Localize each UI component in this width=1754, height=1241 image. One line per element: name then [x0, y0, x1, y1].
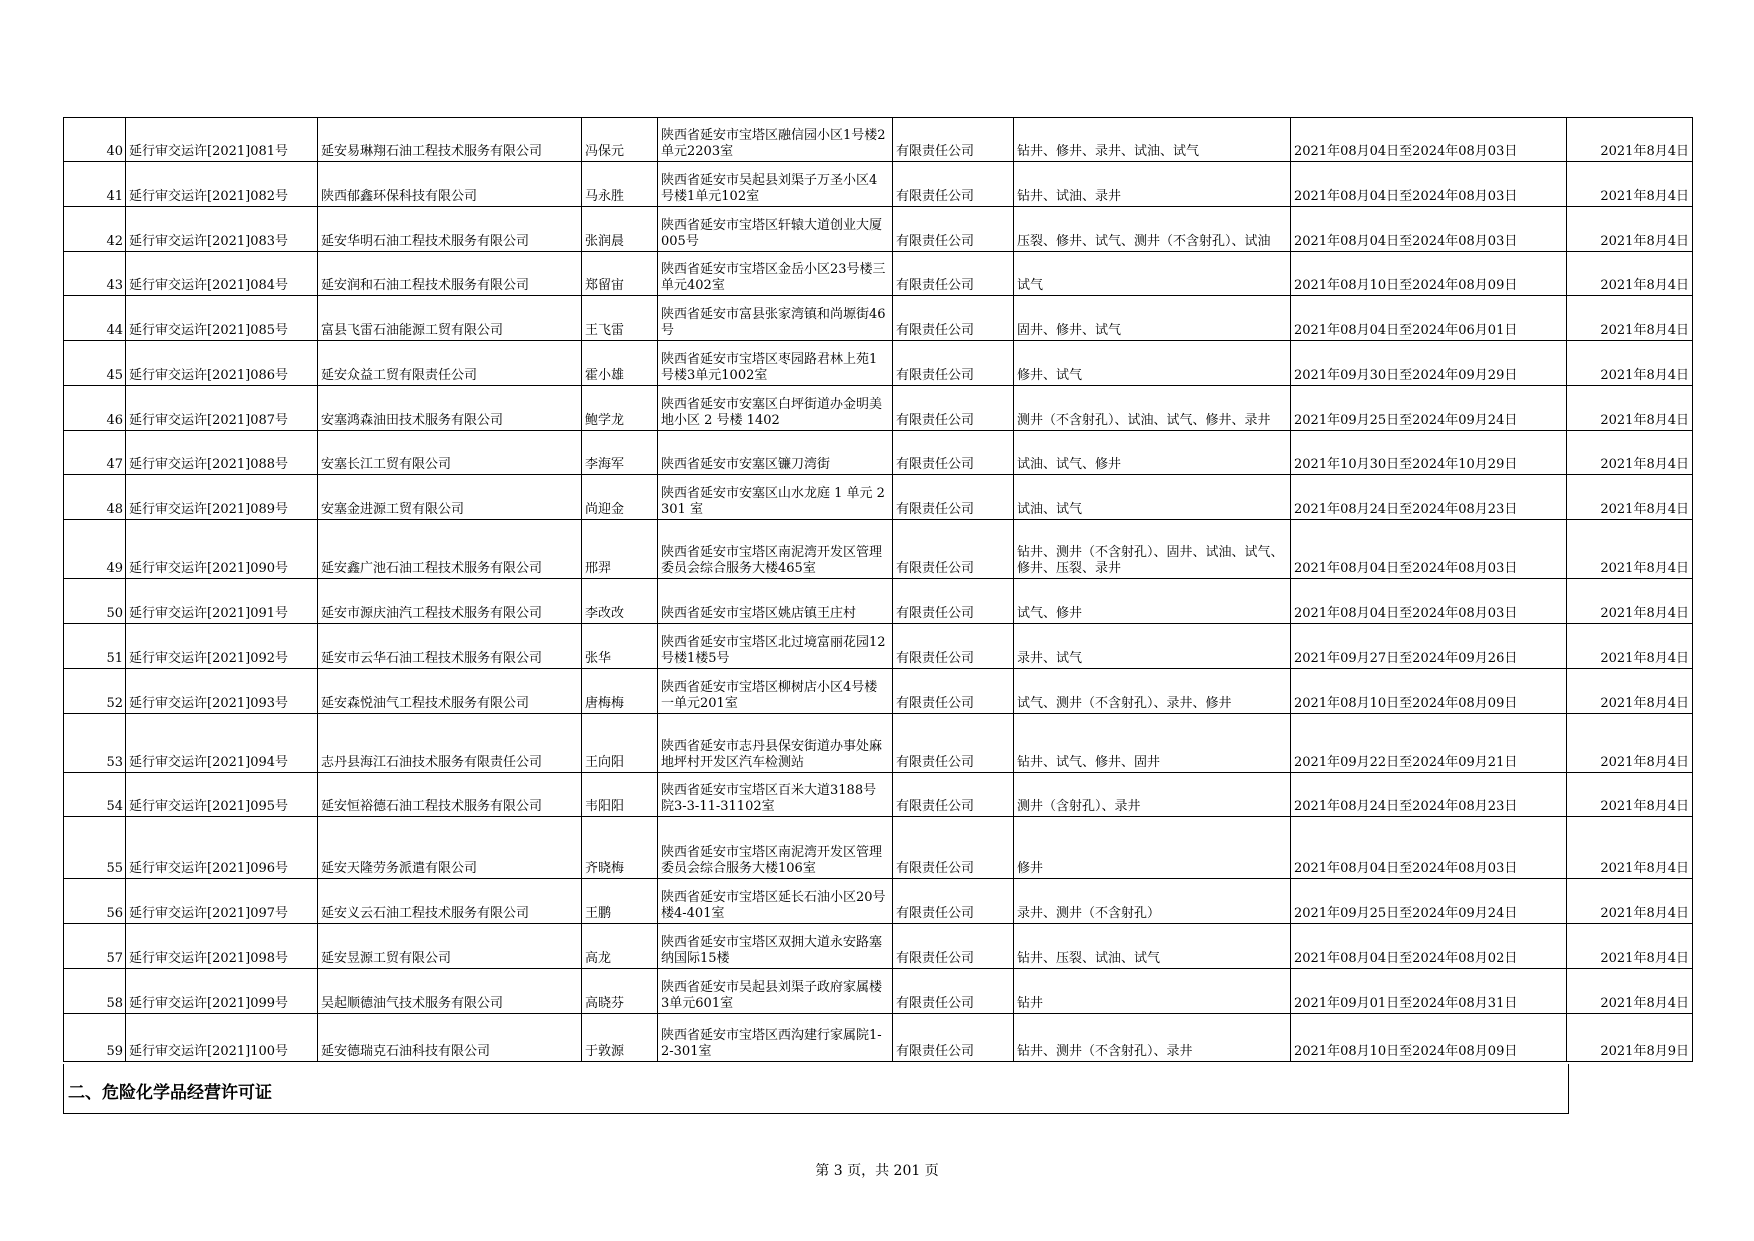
legal-representative-cell: 唐梅梅	[582, 669, 658, 714]
table-row	[64, 520, 1693, 579]
enterprise-type-cell: 有限责任公司	[893, 714, 1014, 773]
row-number-cell: 55	[64, 817, 126, 879]
company-name-cell: 延安天隆劳务派遣有限公司	[318, 817, 582, 879]
business-scope-cell: 钻井、试气、修井、固井	[1014, 714, 1291, 773]
permit-number-cell: 延行审交运许[2021]087号	[126, 386, 318, 431]
table-row	[64, 252, 1693, 296]
legal-representative-cell: 张润晨	[582, 207, 658, 252]
permit-number-cell: 延行审交运许[2021]100号	[126, 1014, 318, 1062]
row-number-cell: 44	[64, 296, 126, 341]
issue-date-cell: 2021年8月4日	[1567, 714, 1693, 773]
issue-date-cell: 2021年8月4日	[1567, 924, 1693, 969]
table-row	[64, 624, 1693, 669]
table-row	[64, 296, 1693, 341]
business-scope-cell: 修井、试气	[1014, 341, 1291, 386]
legal-representative-cell: 鲍学龙	[582, 386, 658, 431]
business-address-cell: 陕西省延安市宝塔区双拥大道永安路塞纳国际15楼	[658, 924, 893, 969]
business-address-cell: 陕西省延安市宝塔区枣园路君林上苑1号楼3单元1002室	[658, 341, 893, 386]
business-scope-cell: 修井	[1014, 817, 1291, 879]
row-number-cell: 49	[64, 520, 126, 579]
business-scope-cell: 钻井、测井（不含射孔）、固井、试油、试气、修井、压裂、录井	[1014, 520, 1291, 579]
permit-number-cell: 延行审交运许[2021]083号	[126, 207, 318, 252]
permit-number-cell: 延行审交运许[2021]092号	[126, 624, 318, 669]
row-number-cell: 51	[64, 624, 126, 669]
business-address-cell: 陕西省延安市宝塔区百米大道3188号院3-3-11-31102室	[658, 773, 893, 817]
business-scope-cell: 试气、修井	[1014, 579, 1291, 624]
enterprise-type-cell: 有限责任公司	[893, 624, 1014, 669]
business-scope-cell: 试油、试气、修井	[1014, 431, 1291, 475]
permit-table	[63, 117, 1693, 1062]
permit-number-cell: 延行审交运许[2021]095号	[126, 773, 318, 817]
table-row	[64, 207, 1693, 252]
enterprise-type-cell: 有限责任公司	[893, 924, 1014, 969]
row-number-cell: 58	[64, 969, 126, 1014]
permit-number-cell: 延行审交运许[2021]096号	[126, 817, 318, 879]
issue-date-cell: 2021年8月4日	[1567, 969, 1693, 1014]
issue-date-cell: 2021年8月4日	[1567, 475, 1693, 520]
company-name-cell: 延安恒裕德石油工程技术服务有限公司	[318, 773, 582, 817]
business-address-cell: 陕西省延安市宝塔区轩辕大道创业大厦005号	[658, 207, 893, 252]
table-row	[64, 669, 1693, 714]
legal-representative-cell: 高龙	[582, 924, 658, 969]
business-address-cell: 陕西省延安市安塞区山水龙庭 1 单元 2301 室	[658, 475, 893, 520]
row-number-cell: 56	[64, 879, 126, 924]
validity-period-cell: 2021年09月25日至2024年09月24日	[1291, 879, 1567, 924]
company-name-cell: 延安森悦油气工程技术服务有限公司	[318, 669, 582, 714]
enterprise-type-cell: 有限责任公司	[893, 579, 1014, 624]
validity-period-cell: 2021年08月04日至2024年06月01日	[1291, 296, 1567, 341]
table-row	[64, 924, 1693, 969]
business-scope-cell: 试气、测井（不含射孔）、录井、修井	[1014, 669, 1291, 714]
legal-representative-cell: 李改改	[582, 579, 658, 624]
issue-date-cell: 2021年8月4日	[1567, 162, 1693, 207]
table-row	[64, 714, 1693, 773]
table-row	[64, 1014, 1693, 1062]
permit-number-cell: 延行审交运许[2021]085号	[126, 296, 318, 341]
enterprise-type-cell: 有限责任公司	[893, 341, 1014, 386]
business-scope-cell: 固井、修井、试气	[1014, 296, 1291, 341]
enterprise-type-cell: 有限责任公司	[893, 669, 1014, 714]
enterprise-type-cell: 有限责任公司	[893, 162, 1014, 207]
legal-representative-cell: 李海军	[582, 431, 658, 475]
business-address-cell: 陕西省延安市宝塔区延长石油小区20号楼4-401室	[658, 879, 893, 924]
company-name-cell: 安塞鸿森油田技术服务有限公司	[318, 386, 582, 431]
table-row	[64, 118, 1693, 162]
permit-number-cell: 延行审交运许[2021]090号	[126, 520, 318, 579]
validity-period-cell: 2021年08月04日至2024年08月03日	[1291, 579, 1567, 624]
company-name-cell: 延安易琳翔石油工程技术服务有限公司	[318, 118, 582, 162]
business-scope-cell: 测井（含射孔）、录井	[1014, 773, 1291, 817]
table-row	[64, 386, 1693, 431]
permit-number-cell: 延行审交运许[2021]089号	[126, 475, 318, 520]
table-row	[64, 475, 1693, 520]
row-number-cell: 41	[64, 162, 126, 207]
business-scope-cell: 钻井、修井、录井、试油、试气	[1014, 118, 1291, 162]
validity-period-cell: 2021年08月04日至2024年08月03日	[1291, 162, 1567, 207]
enterprise-type-cell: 有限责任公司	[893, 1014, 1014, 1062]
validity-period-cell: 2021年09月01日至2024年08月31日	[1291, 969, 1567, 1014]
validity-period-cell: 2021年08月04日至2024年08月03日	[1291, 520, 1567, 579]
enterprise-type-cell: 有限责任公司	[893, 296, 1014, 341]
issue-date-cell: 2021年8月4日	[1567, 669, 1693, 714]
business-address-cell: 陕西省延安市宝塔区南泥湾开发区管理委员会综合服务大楼465室	[658, 520, 893, 579]
business-scope-cell: 录井、测井（不含射孔）	[1014, 879, 1291, 924]
issue-date-cell: 2021年8月4日	[1567, 118, 1693, 162]
legal-representative-cell: 王鹏	[582, 879, 658, 924]
table-row	[64, 162, 1693, 207]
row-number-cell: 54	[64, 773, 126, 817]
row-number-cell: 48	[64, 475, 126, 520]
company-name-cell: 吴起顺德油气技术服务有限公司	[318, 969, 582, 1014]
business-scope-cell: 钻井	[1014, 969, 1291, 1014]
enterprise-type-cell: 有限责任公司	[893, 879, 1014, 924]
enterprise-type-cell: 有限责任公司	[893, 118, 1014, 162]
enterprise-type-cell: 有限责任公司	[893, 969, 1014, 1014]
permit-number-cell: 延行审交运许[2021]097号	[126, 879, 318, 924]
company-name-cell: 延安义云石油工程技术服务有限公司	[318, 879, 582, 924]
section-heading: 二、危险化学品经营许可证	[63, 1064, 1569, 1114]
legal-representative-cell: 王飞雷	[582, 296, 658, 341]
row-number-cell: 45	[64, 341, 126, 386]
business-scope-cell: 试气	[1014, 252, 1291, 296]
row-number-cell: 50	[64, 579, 126, 624]
enterprise-type-cell: 有限责任公司	[893, 252, 1014, 296]
business-scope-cell: 钻井、试油、录井	[1014, 162, 1291, 207]
business-scope-cell: 压裂、修井、试气、测井（不含射孔）、试油	[1014, 207, 1291, 252]
business-address-cell: 陕西省延安市安塞区镰刀湾街	[658, 431, 893, 475]
business-scope-cell: 试油、试气	[1014, 475, 1291, 520]
enterprise-type-cell: 有限责任公司	[893, 817, 1014, 879]
table-row	[64, 879, 1693, 924]
enterprise-type-cell: 有限责任公司	[893, 386, 1014, 431]
row-number-cell: 47	[64, 431, 126, 475]
enterprise-type-cell: 有限责任公司	[893, 520, 1014, 579]
business-address-cell: 陕西省延安市宝塔区姚店镇王庄村	[658, 579, 893, 624]
enterprise-type-cell: 有限责任公司	[893, 475, 1014, 520]
validity-period-cell: 2021年08月10日至2024年08月09日	[1291, 669, 1567, 714]
enterprise-type-cell: 有限责任公司	[893, 431, 1014, 475]
legal-representative-cell: 邢羿	[582, 520, 658, 579]
permit-number-cell: 延行审交运许[2021]082号	[126, 162, 318, 207]
business-address-cell: 陕西省延安市志丹县保安街道办事处麻地坪村开发区汽车检测站	[658, 714, 893, 773]
permit-number-cell: 延行审交运许[2021]094号	[126, 714, 318, 773]
issue-date-cell: 2021年8月4日	[1567, 386, 1693, 431]
validity-period-cell: 2021年09月25日至2024年09月24日	[1291, 386, 1567, 431]
permit-number-cell: 延行审交运许[2021]098号	[126, 924, 318, 969]
legal-representative-cell: 冯保元	[582, 118, 658, 162]
business-address-cell: 陕西省延安市宝塔区北过境富丽花园12号楼1楼5号	[658, 624, 893, 669]
company-name-cell: 延安德瑞克石油科技有限公司	[318, 1014, 582, 1062]
legal-representative-cell: 郑留宙	[582, 252, 658, 296]
permit-number-cell: 延行审交运许[2021]086号	[126, 341, 318, 386]
issue-date-cell: 2021年8月4日	[1567, 252, 1693, 296]
row-number-cell: 42	[64, 207, 126, 252]
company-name-cell: 志丹县海江石油技术服务有限责任公司	[318, 714, 582, 773]
table-row	[64, 969, 1693, 1014]
business-address-cell: 陕西省延安市宝塔区西沟建行家属院1-2-301室	[658, 1014, 893, 1062]
company-name-cell: 陕西郁鑫环保科技有限公司	[318, 162, 582, 207]
row-number-cell: 53	[64, 714, 126, 773]
legal-representative-cell: 张华	[582, 624, 658, 669]
row-number-cell: 59	[64, 1014, 126, 1062]
validity-period-cell: 2021年08月10日至2024年08月09日	[1291, 252, 1567, 296]
enterprise-type-cell: 有限责任公司	[893, 773, 1014, 817]
issue-date-cell: 2021年8月4日	[1567, 207, 1693, 252]
row-number-cell: 43	[64, 252, 126, 296]
validity-period-cell: 2021年09月27日至2024年09月26日	[1291, 624, 1567, 669]
legal-representative-cell: 尚迎金	[582, 475, 658, 520]
business-scope-cell: 测井（不含射孔）、试油、试气、修井、录井	[1014, 386, 1291, 431]
company-name-cell: 富县飞雷石油能源工贸有限公司	[318, 296, 582, 341]
issue-date-cell: 2021年8月4日	[1567, 817, 1693, 879]
validity-period-cell: 2021年08月10日至2024年08月09日	[1291, 1014, 1567, 1062]
permit-number-cell: 延行审交运许[2021]088号	[126, 431, 318, 475]
row-number-cell: 57	[64, 924, 126, 969]
validity-period-cell: 2021年08月04日至2024年08月03日	[1291, 207, 1567, 252]
legal-representative-cell: 王向阳	[582, 714, 658, 773]
table-row	[64, 817, 1693, 879]
validity-period-cell: 2021年08月24日至2024年08月23日	[1291, 773, 1567, 817]
company-name-cell: 安塞长江工贸有限公司	[318, 431, 582, 475]
legal-representative-cell: 于敦源	[582, 1014, 658, 1062]
table-row	[64, 431, 1693, 475]
permit-number-cell: 延行审交运许[2021]084号	[126, 252, 318, 296]
business-address-cell: 陕西省延安市富县张家湾镇和尚塬街46号	[658, 296, 893, 341]
legal-representative-cell: 霍小雄	[582, 341, 658, 386]
table-row	[64, 341, 1693, 386]
company-name-cell: 延安市源庆油汽工程技术服务有限公司	[318, 579, 582, 624]
company-name-cell: 延安华明石油工程技术服务有限公司	[318, 207, 582, 252]
issue-date-cell: 2021年8月4日	[1567, 431, 1693, 475]
enterprise-type-cell: 有限责任公司	[893, 207, 1014, 252]
validity-period-cell: 2021年08月24日至2024年08月23日	[1291, 475, 1567, 520]
issue-date-cell: 2021年8月4日	[1567, 879, 1693, 924]
business-address-cell: 陕西省延安市宝塔区柳树店小区4号楼一单元201室	[658, 669, 893, 714]
business-address-cell: 陕西省延安市宝塔区南泥湾开发区管理委员会综合服务大楼106室	[658, 817, 893, 879]
business-address-cell: 陕西省延安市吴起县刘渠子万圣小区4号楼1单元102室	[658, 162, 893, 207]
validity-period-cell: 2021年09月30日至2024年09月29日	[1291, 341, 1567, 386]
legal-representative-cell: 高晓芬	[582, 969, 658, 1014]
permit-number-cell: 延行审交运许[2021]099号	[126, 969, 318, 1014]
company-name-cell: 延安润和石油工程技术服务有限公司	[318, 252, 582, 296]
issue-date-cell: 2021年8月9日	[1567, 1014, 1693, 1062]
company-name-cell: 延安市云华石油工程技术服务有限公司	[318, 624, 582, 669]
business-scope-cell: 录井、试气	[1014, 624, 1291, 669]
validity-period-cell: 2021年09月22日至2024年09月21日	[1291, 714, 1567, 773]
table-row	[64, 579, 1693, 624]
row-number-cell: 40	[64, 118, 126, 162]
permit-number-cell: 延行审交运许[2021]081号	[126, 118, 318, 162]
legal-representative-cell: 韦阳阳	[582, 773, 658, 817]
business-address-cell: 陕西省延安市吴起县刘渠子政府家属楼3单元601室	[658, 969, 893, 1014]
row-number-cell: 46	[64, 386, 126, 431]
page-footer: 第 3 页，共 201 页	[815, 1163, 939, 1179]
table-row	[64, 773, 1693, 817]
validity-period-cell: 2021年08月04日至2024年08月02日	[1291, 924, 1567, 969]
business-scope-cell: 钻井、压裂、试油、试气	[1014, 924, 1291, 969]
company-name-cell: 延安昱源工贸有限公司	[318, 924, 582, 969]
business-address-cell: 陕西省延安市安塞区白坪街道办金明美地小区 2 号楼 1402	[658, 386, 893, 431]
issue-date-cell: 2021年8月4日	[1567, 341, 1693, 386]
row-number-cell: 52	[64, 669, 126, 714]
validity-period-cell: 2021年08月04日至2024年08月03日	[1291, 118, 1567, 162]
permit-number-cell: 延行审交运许[2021]091号	[126, 579, 318, 624]
issue-date-cell: 2021年8月4日	[1567, 624, 1693, 669]
business-address-cell: 陕西省延安市宝塔区金岳小区23号楼三单元402室	[658, 252, 893, 296]
issue-date-cell: 2021年8月4日	[1567, 773, 1693, 817]
issue-date-cell: 2021年8月4日	[1567, 579, 1693, 624]
legal-representative-cell: 齐晓梅	[582, 817, 658, 879]
company-name-cell: 安塞金进源工贸有限公司	[318, 475, 582, 520]
company-name-cell: 延安鑫广池石油工程技术服务有限公司	[318, 520, 582, 579]
business-address-cell: 陕西省延安市宝塔区融信园小区1号楼2单元2203室	[658, 118, 893, 162]
legal-representative-cell: 马永胜	[582, 162, 658, 207]
company-name-cell: 延安众益工贸有限责任公司	[318, 341, 582, 386]
validity-period-cell: 2021年10月30日至2024年10月29日	[1291, 431, 1567, 475]
issue-date-cell: 2021年8月4日	[1567, 296, 1693, 341]
permit-number-cell: 延行审交运许[2021]093号	[126, 669, 318, 714]
business-scope-cell: 钻井、测井（不含射孔）、录井	[1014, 1014, 1291, 1062]
issue-date-cell: 2021年8月4日	[1567, 520, 1693, 579]
validity-period-cell: 2021年08月04日至2024年08月03日	[1291, 817, 1567, 879]
